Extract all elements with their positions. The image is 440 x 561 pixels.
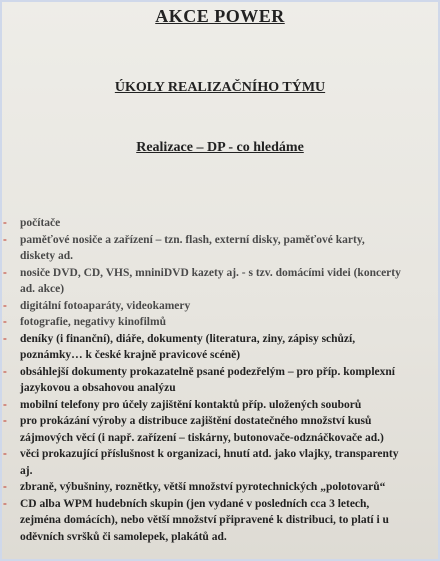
list-item-line: obsáhlejší dokumenty prokazatelně psané podezřelým – pro příp. komplexní [20,365,395,378]
list-item [0,314,440,331]
list-item-line: ad. akce) [20,283,65,295]
list-item-line: počítače [20,217,61,229]
list-item-line: oděvních svršků či samolepek, plakátů ad. [20,530,227,543]
document-subtitle: ÚKOLY REALIZAČNÍHO TÝMU [114,80,326,95]
dash-bullet: - [3,217,7,229]
document-title: AKCE POWER [155,6,285,26]
list-item-line: zbraně, výbušniny, roznětky, větší množství pyrotechnických „polotovarů“ [20,481,386,493]
list-item-line: deníky (i finanční), diáře, dokumenty (literatura, ziny, zápisy schůzí, [20,332,356,345]
list-item-line: mobilní telefony pro účely zajištění kontaktů příp. uložených souborů [20,398,362,411]
list-item [0,298,440,315]
list-item [0,265,440,298]
dash-bullet: - [3,266,7,279]
section-title: Realizace – DP - co hledáme [136,140,304,155]
list-item-line: paměťové nosiče a zařízení – tzn. flash, externí disky, paměťové karty, [20,233,365,246]
dash-bullet: - [3,299,7,312]
list-item [0,413,440,446]
list-item [0,232,440,265]
dash-bullet: - [3,415,7,427]
list-item-line: diskety ad. [20,250,74,262]
list-item-line: věci prokazující příslušnost k organizaci, hnutí atd. jako vlajky, transparenty [20,448,399,460]
dash-bullet: - [3,365,7,378]
dash-bullet: - [3,316,7,328]
list-item [0,446,440,479]
dash-bullet: - [3,497,7,510]
list-item [0,496,440,546]
list-item-line: CD alba WPM hudebních skupin (jen vydané v posledních cca 3 letech, [20,497,370,510]
list-item-line: poznámky… k české krajně pravicové scéně) [20,349,241,361]
dash-bullet: - [3,233,7,246]
list-item-line: pro prokázání výroby a distribuce zajištění dostatečného množství kusů [20,415,372,427]
dash-bullet: - [3,398,7,411]
list-item [0,331,440,364]
list-item-line: digitální fotoaparáty, videokamery [20,299,191,312]
dash-bullet: - [3,448,7,460]
search-items-list [0,215,440,545]
list-item [0,479,440,496]
list-item-line: zájmových věcí (i např. zařízení – tiskárny, butonovače-odznáčkovače ad.) [20,431,384,444]
list-item-line: fotografie, negativy kinofilmů [20,316,166,328]
list-item-line: zejména domácích), nebo větší množství připravené k distribuci, to platí i u [20,514,389,526]
dash-bullet: - [3,332,7,345]
list-item-line: aj. [20,464,33,477]
list-item [0,215,440,232]
dash-bullet: - [3,481,7,493]
list-item [0,397,440,414]
list-item-line: nosiče DVD, CD, VHS, mniniDVD kazety aj. - s tzv. domácími videi (koncerty [20,266,401,279]
list-item [0,364,440,397]
list-item-line: jazykovou a obsahovou analýzu [20,382,176,394]
